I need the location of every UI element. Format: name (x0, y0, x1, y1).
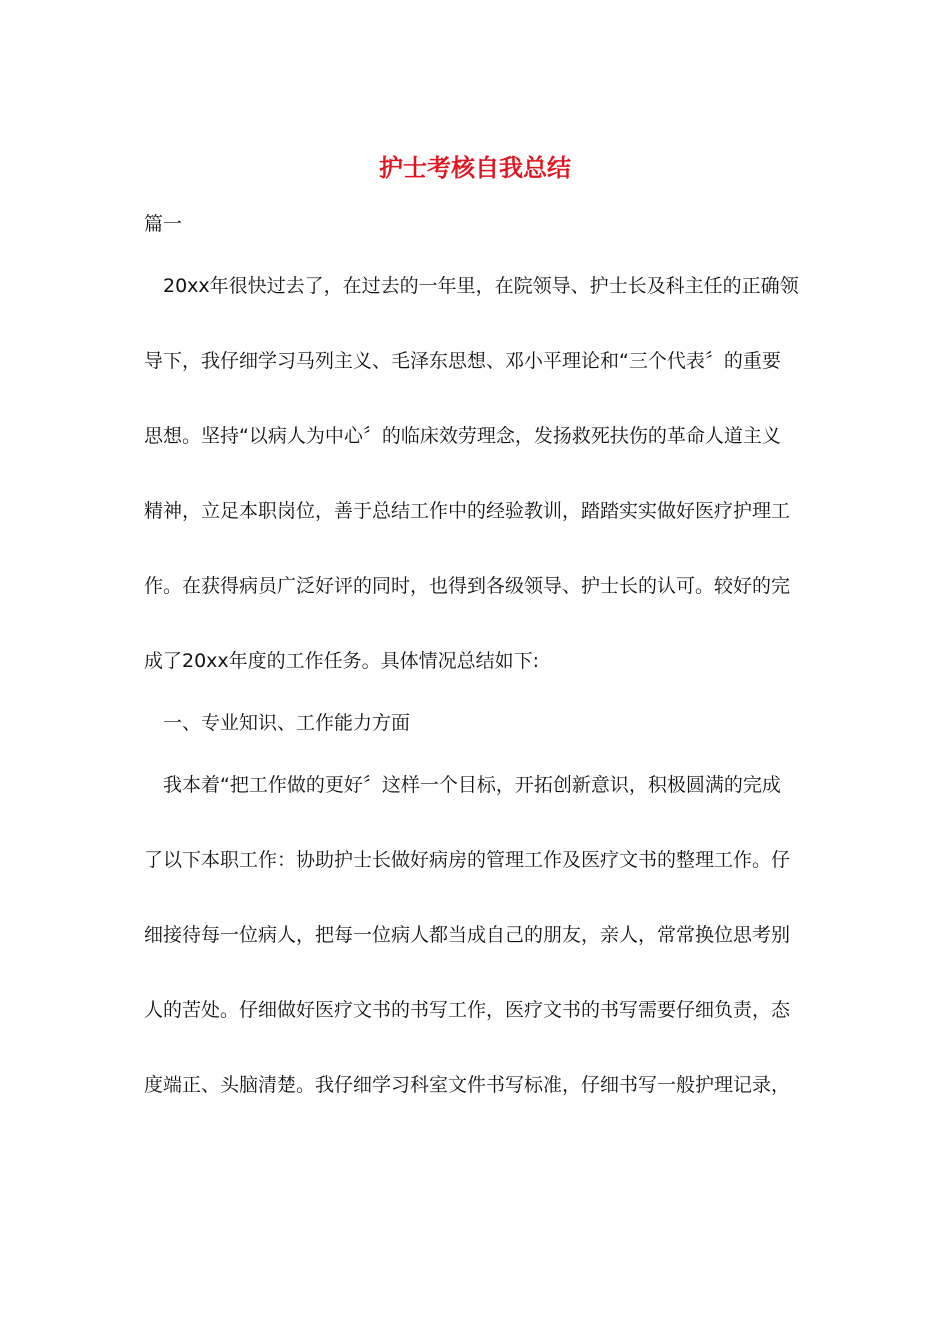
paragraph-line: 了以下本职工作：协助护士长做好病房的管理工作及医疗文书的整理工作。仔 (144, 849, 791, 871)
paragraph-line: 度端正、头脑清楚。我仔细学习科室文件书写标准，仔细书写一般护理记录， (144, 1074, 791, 1096)
paragraph-line: 精神，立足本职岗位，善于总结工作中的经验教训，踏踏实实做好医疗护理工 (144, 500, 791, 522)
document-title: 护士考核自我总结 (379, 153, 571, 182)
paragraph-line: 人的苦处。仔细做好医疗文书的书写工作，医疗文书的书写需要仔细负责，态 (144, 999, 791, 1021)
paragraph-line: 作。在获得病员广泛好评的同时，也得到各级领导、护士长的认可。较好的完 (144, 575, 791, 597)
paragraph-line: 思想。坚持“以病人为中心〞的临床效劳理念，发扬救死扶伤的革命人道主义 (144, 425, 781, 447)
paragraph-line: 成了20xx年度的工作任务。具体情况总结如下: (144, 650, 540, 672)
section-label: 篇一 (144, 213, 183, 235)
paragraph-line: 我本着“把工作做的更好〞这样一个目标，开拓创新意识，积极圆满的完成 (163, 774, 781, 796)
section-heading: 一、专业知识、工作能力方面 (163, 712, 411, 734)
paragraph-line: 导下，我仔细学习马列主义、毛泽东思想、邓小平理论和“三个代表〞的重要 (144, 350, 781, 372)
paragraph-line: 细接待每一位病人，把每一位病人都当成自己的朋友，亲人，常常换位思考别 (144, 924, 791, 946)
paragraph-line: 20xx年很快过去了，在过去的一年里，在院领导、护士长及科主任的正确领 (163, 275, 799, 297)
